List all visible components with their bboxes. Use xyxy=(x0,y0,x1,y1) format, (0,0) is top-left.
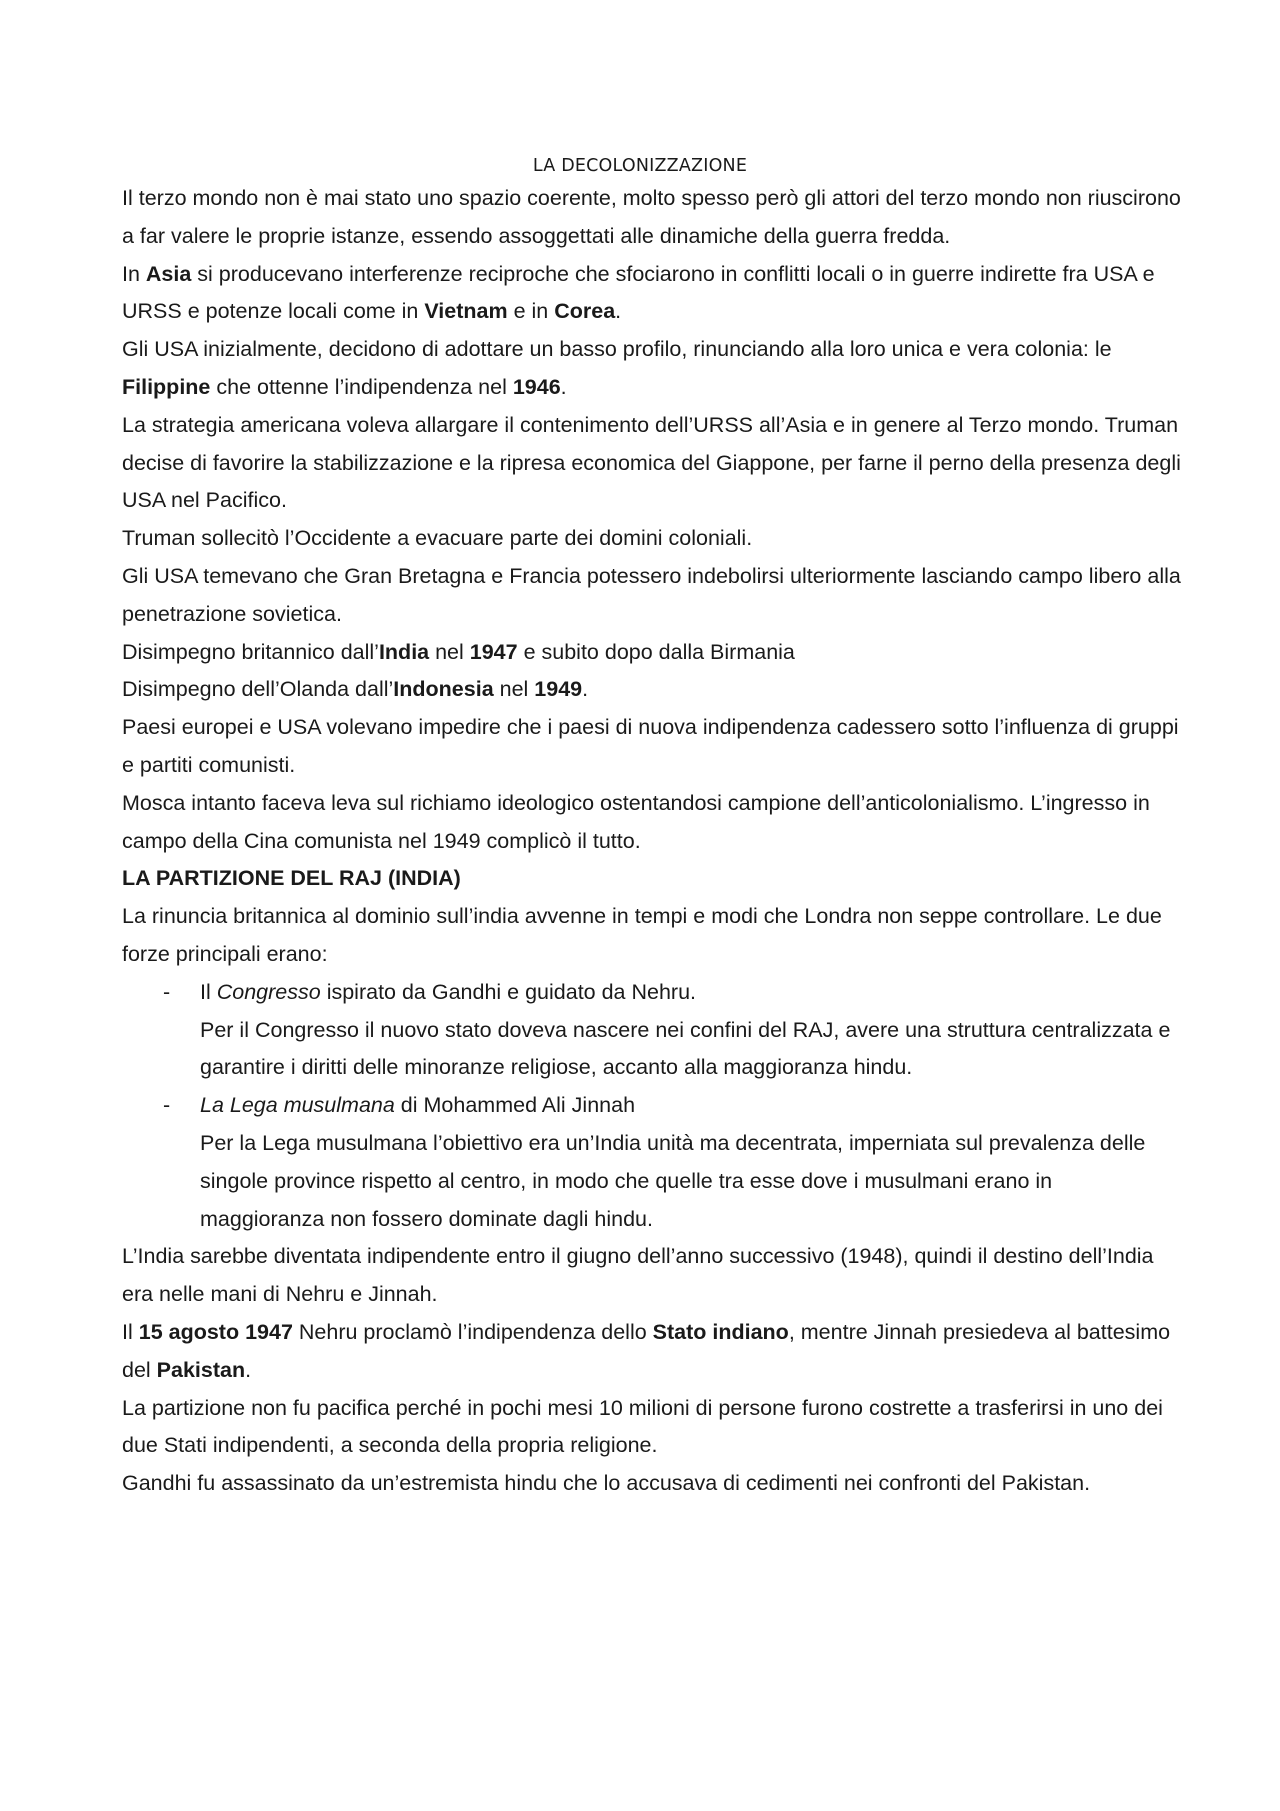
list-item-text xyxy=(200,1125,1182,1238)
text-run: e in xyxy=(507,299,555,324)
paragraph xyxy=(122,1238,1182,1314)
text-run: Il terzo mondo non è mai stato uno spazio coerente, molto spesso però gli attori del terzo mondo non riuscirono a far valere le proprie istanze, essendo assoggettati alle dinamiche della guerra fredda. xyxy=(122,186,1181,248)
text-run: si producevano interferenze reciproche che sfociarono in conflitti locali o in guerre indirette fra USA e URSS e potenze locali come in xyxy=(122,261,1155,324)
text-run: Il xyxy=(200,979,217,1004)
bullet-list xyxy=(122,974,1182,1239)
paragraph xyxy=(122,671,1182,709)
document-body xyxy=(122,180,1182,1503)
paragraph xyxy=(122,520,1182,558)
text-run: Disimpegno dell’Olanda dall’ xyxy=(122,677,394,702)
text-run: , mentre Jinnah presiedeva al battesimo del xyxy=(122,1319,1171,1382)
list-item xyxy=(122,1087,1182,1238)
text-run: Gli USA temevano che Gran Bretagna e Francia potessero indebolirsi ulteriormente lasciando campo libero alla penetrazione sovietica. xyxy=(122,563,1181,626)
paragraph xyxy=(122,1465,1182,1503)
section-heading: LA PARTIZIONE DEL RAJ (INDIA) xyxy=(122,866,461,891)
bold-term: 15 agosto 1947 xyxy=(138,1319,293,1344)
text-run: Paesi europei e USA volevano impedire che i paesi di nuova indipendenza cadessero sotto l’influenza di gruppi e partiti comunisti. xyxy=(122,715,1179,777)
bold-term: 1946 xyxy=(512,374,561,399)
text-run: Per la Lega musulmana l’obiettivo era un’India unità ma decentrata, imperniata sul prevalenza delle singole province rispetto al centro, in modo che quelle tra esse dove i musulmani erano in maggioranza non fossero dominate dagli hindu. xyxy=(200,1130,1146,1231)
text-run: Per il Congresso il nuovo stato doveva nascere nei confini del RAJ, avere una struttura centralizzata e garantire i diritti delle minoranze religiose, accanto alla maggioranza hindu. xyxy=(200,1017,1171,1080)
paragraph xyxy=(122,1390,1182,1466)
paragraph xyxy=(122,558,1182,634)
bold-term: India xyxy=(378,639,430,664)
text-run: L’India sarebbe diventata indipendente entro il giugno dell’anno successivo (1948), quindi il destino dell’India era nelle mani di Nehru e Jinnah. xyxy=(122,1244,1154,1307)
italic-term: La Lega musulmana xyxy=(200,1093,395,1118)
text-run: che ottenne l’indipendenza nel xyxy=(210,374,513,399)
paragraph xyxy=(122,785,1182,861)
text-run: La strategia americana voleva allargare il contenimento dell’URSS all’Asia e in genere al Terzo mondo. Truman decise di favorire la stabilizzazione e la ripresa economica del Giappone, per farne il perno della presenza degli USA nel Pacifico. xyxy=(122,412,1181,513)
bold-term: Stato indiano xyxy=(652,1319,789,1344)
text-run: ispirato da Gandhi e guidato da Nehru. xyxy=(320,979,697,1004)
paragraph xyxy=(122,256,1182,332)
bullet-marker: - xyxy=(163,979,171,1004)
text-run: Disimpegno britannico dall’ xyxy=(122,639,379,664)
text-run: nel xyxy=(429,639,470,664)
paragraph xyxy=(122,1314,1182,1390)
bullet-marker: - xyxy=(163,1093,171,1118)
intro-section xyxy=(122,180,1182,860)
text-run: . xyxy=(615,299,622,324)
list-item-title xyxy=(200,974,1182,1012)
bold-term: Indonesia xyxy=(393,677,494,702)
bold-term: Filippine xyxy=(122,374,211,399)
text-run: . xyxy=(582,677,589,702)
list-item-title xyxy=(200,1087,1182,1125)
text-run: Mosca intanto faceva leva sul richiamo ideologico ostentandosi campione dell’anticolonialismo. L’ingresso in campo della Cina comunista nel 1949 complicò il tutto. xyxy=(122,790,1150,853)
text-run: Il xyxy=(122,1319,139,1344)
document-title: LA DECOLONIZZAZIONE xyxy=(532,156,748,176)
text-run: Truman sollecitò l’Occidente a evacuare parte dei domini coloniali. xyxy=(122,526,753,551)
bold-term: Corea xyxy=(554,299,616,324)
bold-term: Vietnam xyxy=(424,299,508,324)
list-item-text xyxy=(200,1012,1182,1088)
bold-term: Asia xyxy=(145,261,192,286)
paragraph xyxy=(122,407,1182,520)
italic-term: Congresso xyxy=(216,979,321,1004)
text-run: . xyxy=(560,374,567,399)
text-run: e subito dopo dalla Birmania xyxy=(517,639,795,664)
text-run: Nehru proclamò l’indipendenza dello xyxy=(292,1319,653,1344)
text-run: La rinuncia britannica al dominio sull’india avvenne in tempi e modi che Londra non seppe controllare. Le due forze principali erano: xyxy=(122,904,1162,966)
text-run: In xyxy=(122,261,146,286)
text-run: Gli USA inizialmente, decidono di adottare un basso profilo, rinunciando alla loro unica e vera colonia: le xyxy=(122,337,1112,362)
closing-section xyxy=(122,1238,1182,1503)
bold-term: 1947 xyxy=(469,639,518,664)
list-item xyxy=(122,974,1182,1087)
paragraph xyxy=(122,180,1182,256)
text-run: . xyxy=(245,1357,252,1382)
paragraph xyxy=(122,634,1182,672)
bold-term: Pakistan xyxy=(156,1357,246,1382)
text-run: Gandhi fu assassinato da un’estremista hindu che lo accusava di cedimenti nei confronti del Pakistan. xyxy=(122,1471,1091,1496)
paragraph xyxy=(122,898,1182,974)
paragraph xyxy=(122,709,1182,785)
text-run: La partizione non fu pacifica perché in pochi mesi 10 milioni di persone furono costrette a trasferirsi in uno dei due Stati indipendenti, a seconda della propria religione. xyxy=(122,1395,1163,1458)
bold-term: 1949 xyxy=(534,677,583,702)
text-run: nel xyxy=(493,677,535,702)
paragraph xyxy=(122,331,1182,407)
text-run: di Mohammed Ali Jinnah xyxy=(394,1093,636,1118)
